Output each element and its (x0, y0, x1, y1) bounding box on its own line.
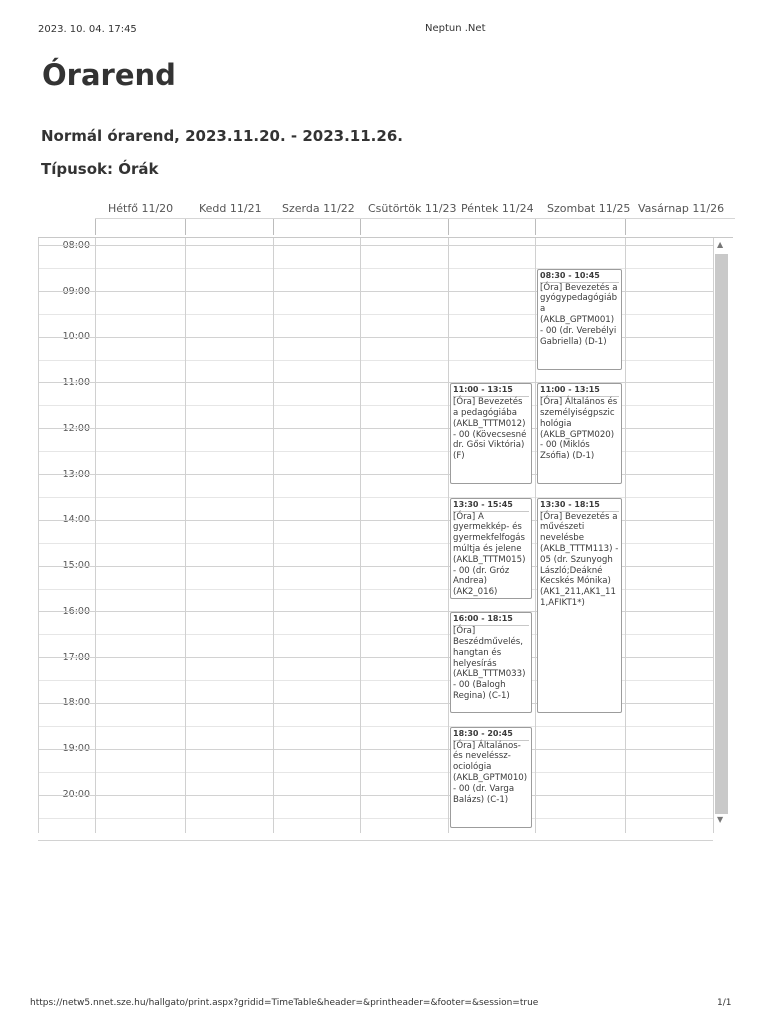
time-label: 15:00 (62, 560, 90, 571)
time-label: 18:00 (62, 697, 90, 708)
grid-column-divider (360, 238, 361, 833)
time-label: 13:00 (62, 469, 90, 480)
grid-column-divider (625, 238, 626, 833)
day-filter-cell (535, 219, 536, 235)
time-label: 08:00 (62, 240, 90, 251)
day-header-friday: Péntek 11/24 (461, 202, 534, 215)
grid-column-divider (448, 238, 449, 833)
timetable-event[interactable] (537, 269, 622, 370)
day-filter-cell (185, 219, 186, 235)
event-description: [Óra] Általános- és nevelésszociológia (AKLB_GPTM010) - 00 (dr. Varga Balázs) (C-1) (453, 740, 528, 805)
time-label: 10:00 (62, 331, 90, 342)
timetable-scrollbar[interactable] (713, 240, 731, 830)
time-label: 11:00 (62, 377, 90, 388)
timetable-subtitle: Normál órarend, 2023.11.20. - 2023.11.26. (41, 127, 403, 145)
time-label: 14:00 (62, 514, 90, 525)
timetable-grid (38, 237, 733, 833)
day-header-wednesday: Szerda 11/22 (282, 202, 355, 215)
grid-column-divider (273, 238, 274, 833)
day-filter-cell (360, 219, 361, 235)
time-label: 17:00 (62, 652, 90, 663)
grid-line (38, 749, 713, 750)
scrollbar-thumb[interactable] (715, 254, 728, 814)
timetable-event[interactable] (450, 498, 532, 599)
event-description: [Óra] A gyermekkép- és gyermekfelfogás múltja és jelene (AKLB_TTTM015) - 00 (dr. Gróz Andrea) (AK2_016) (453, 511, 526, 598)
page-title: Órarend (42, 58, 176, 92)
grid-column-divider (535, 238, 536, 833)
day-header-monday: Hétfő 11/20 (108, 202, 174, 215)
timetable-event[interactable] (450, 612, 532, 713)
scroll-down-icon[interactable]: ▼ (717, 815, 724, 824)
event-description: [Óra] Bevezetés a gyógypedagógiába (AKLB_GPTM001) - 00 (dr. Verebélyi Gabriella) (D-1) (540, 282, 618, 347)
timetable-event[interactable] (450, 383, 532, 484)
day-header-tuesday: Kedd 11/21 (199, 202, 262, 215)
footer-page-number: 1/1 (717, 998, 732, 1008)
day-filter-row (95, 218, 735, 235)
timetable-event[interactable] (450, 727, 532, 828)
footer-url: https://netw5.nnet.sze.hu/hallgato/print.aspx?gridid=TimeTable&header=&printheader=&footer=&session=true (30, 998, 539, 1008)
day-filter-cell (448, 219, 449, 235)
scroll-up-icon[interactable]: ▲ (717, 240, 724, 249)
day-header-thursday: Csütörtök 11/23 (368, 202, 457, 215)
grid-line (38, 772, 713, 773)
day-header-sunday: Vasárnap 11/26 (638, 202, 725, 215)
event-time: 18:30 - 20:45 (453, 729, 529, 741)
event-description: [Óra] Általános és személyiségpszichológia (AKLB_GPTM020) - 00 (Miklós Zsófia) (D-1) (540, 397, 618, 462)
event-time: 13:30 - 18:15 (540, 500, 619, 512)
print-date: 2023. 10. 04. 17:45 (38, 24, 137, 35)
event-time: 11:00 - 13:15 (453, 385, 529, 397)
event-time: 08:30 - 10:45 (540, 271, 619, 283)
day-filter-cell (273, 219, 274, 235)
day-filter-cell (95, 219, 96, 235)
event-description: [Óra] Beszédművelés, hangtan és helyesírás (AKLB_TTTM033) - 00 (Balogh Regina) (C-1) (453, 626, 526, 701)
grid-column-divider (95, 238, 96, 833)
timetable-event[interactable] (537, 498, 622, 714)
event-time: 11:00 - 13:15 (540, 385, 619, 397)
time-label: 12:00 (62, 423, 90, 434)
timetable-event[interactable] (537, 383, 622, 484)
grid-line (38, 726, 713, 727)
day-header-row (0, 202, 768, 218)
time-label: 09:00 (62, 286, 90, 297)
time-label: 19:00 (62, 743, 90, 754)
grid-column-divider (38, 238, 39, 833)
day-filter-cell (625, 219, 626, 235)
grid-line (38, 818, 713, 819)
day-header-saturday: Szombat 11/25 (547, 202, 631, 215)
grid-line (38, 795, 713, 796)
grid-column-divider (185, 238, 186, 833)
event-time: 16:00 - 18:15 (453, 614, 529, 626)
event-description: [Óra] Bevezetés a pedagógiába (AKLB_TTTM012) - 00 (Kövecsesné dr. Gősi Viktória) (F) (453, 397, 527, 462)
event-time: 13:30 - 15:45 (453, 500, 529, 512)
grid-line (38, 245, 713, 246)
event-description: [Óra] Bevezetés a művészeti nevelésbe (AKLB_TTTM113) - 05 (dr. Szunyogh László;Deákné Kecskés Mónika) (AK1_211,AK1_111,AFIKT1*) (540, 511, 619, 609)
time-label: 20:00 (62, 789, 90, 800)
time-label: 16:00 (62, 606, 90, 617)
grid-line (38, 840, 713, 841)
timetable-types: Típusok: Órák (41, 160, 159, 178)
print-header-title: Neptun .Net (425, 23, 486, 34)
